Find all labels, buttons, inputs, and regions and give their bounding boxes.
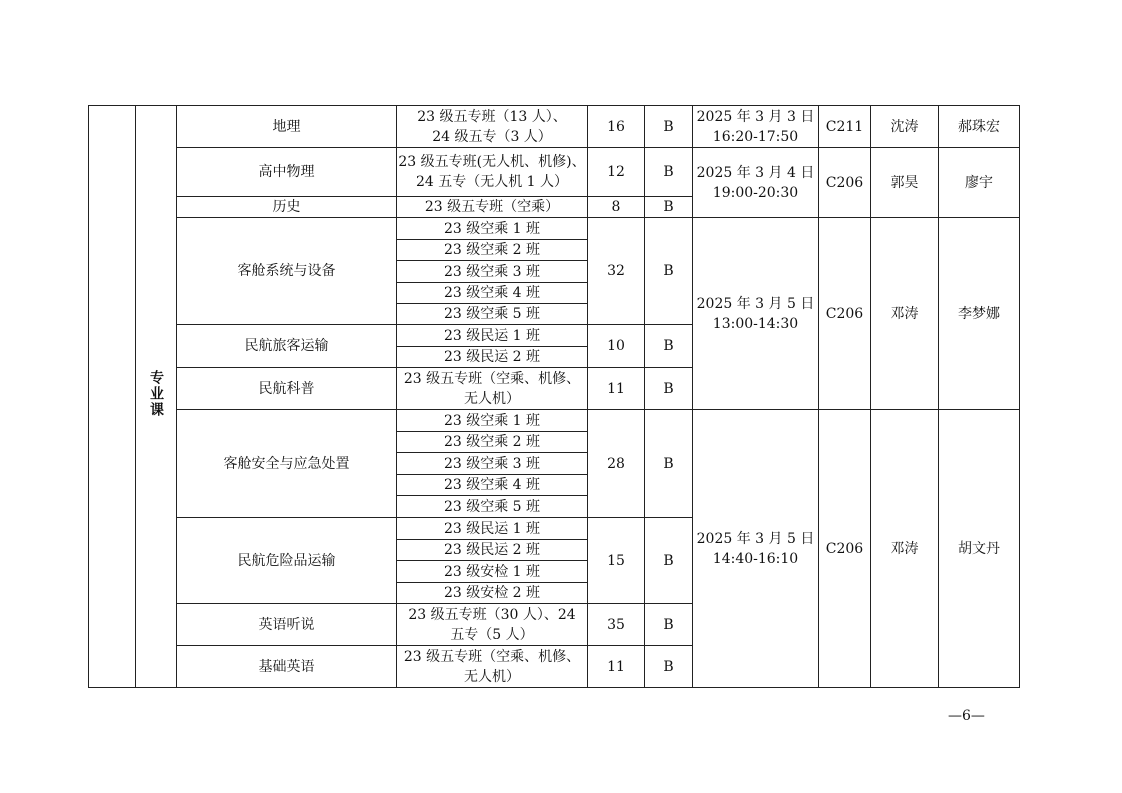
invigilator-cell: 沈涛 bbox=[871, 106, 939, 148]
student-count-cell: 12 bbox=[588, 148, 645, 197]
class-cell bbox=[397, 475, 588, 496]
course-name-cell: 客舱安全与应急处置 bbox=[177, 410, 397, 518]
student-count-cell: 32 bbox=[588, 218, 645, 325]
class-cell-line: 23 级空乘 3 班 bbox=[443, 263, 541, 280]
class-cell bbox=[397, 540, 588, 561]
table-row bbox=[89, 148, 1020, 197]
class-cell-line: 23 级五专班（13 人）、 bbox=[417, 108, 567, 125]
class-cell-line: 23 级五专班（30 人）、24 bbox=[408, 606, 576, 623]
table-row bbox=[89, 410, 1020, 432]
class-cell bbox=[397, 604, 588, 646]
class-cell-line: 23 级空乘 3 班 bbox=[443, 455, 541, 472]
class-cell-line: 23 级民运 2 班 bbox=[443, 349, 541, 365]
class-cell bbox=[397, 325, 588, 347]
room-cell: C206 bbox=[819, 410, 871, 688]
class-cell-line: 无人机） bbox=[464, 390, 520, 407]
grade-cell: B bbox=[645, 410, 693, 518]
invigilator-cell: 李梦娜 bbox=[939, 218, 1020, 410]
course-name-cell: 地理 bbox=[177, 106, 397, 148]
exam-schedule-table bbox=[88, 105, 1020, 688]
class-cell bbox=[397, 283, 588, 304]
class-cell bbox=[397, 410, 588, 432]
grade-cell: B bbox=[645, 197, 693, 218]
exam-time-cell bbox=[693, 410, 819, 688]
table-row bbox=[89, 218, 1020, 240]
class-cell bbox=[397, 218, 588, 240]
grade-cell: B bbox=[645, 218, 693, 325]
student-count-cell: 16 bbox=[588, 106, 645, 148]
exam-time-cell bbox=[693, 218, 819, 410]
class-cell-line: 23 级空乘 2 班 bbox=[443, 434, 541, 450]
grade-cell: B bbox=[645, 148, 693, 197]
invigilator-cell: 郝珠宏 bbox=[939, 106, 1020, 148]
class-cell-line: 23 级民运 1 班 bbox=[443, 520, 541, 537]
exam-time-cell bbox=[693, 106, 819, 148]
class-cell-line: 23 级安检 1 班 bbox=[443, 563, 541, 580]
exam-time-cell-line: 16:20-17:50 bbox=[712, 128, 799, 145]
class-cell-line: 23 级空乘 4 班 bbox=[443, 477, 541, 493]
exam-time-cell-line: 2025 年 3 月 3 日 bbox=[696, 108, 815, 125]
room-cell: C211 bbox=[819, 106, 871, 148]
student-count-cell: 35 bbox=[588, 604, 645, 646]
grade-cell: B bbox=[645, 604, 693, 646]
blank-column-cell bbox=[89, 106, 136, 688]
student-count-cell: 15 bbox=[588, 518, 645, 604]
exam-time-cell-line: 14:40-16:10 bbox=[712, 550, 799, 567]
class-cell-line: 23 级五专班（空乘、机修、 bbox=[403, 648, 581, 665]
class-cell bbox=[397, 148, 588, 197]
category-cell bbox=[136, 106, 177, 688]
course-name-cell: 高中物理 bbox=[177, 148, 397, 197]
grade-cell: B bbox=[645, 646, 693, 688]
room-cell: C206 bbox=[819, 218, 871, 410]
room-cell: C206 bbox=[819, 148, 871, 218]
course-name-cell: 基础英语 bbox=[177, 646, 397, 688]
course-name-cell: 英语听说 bbox=[177, 604, 397, 646]
category-label: 专业课 bbox=[148, 369, 164, 418]
class-cell-line: 无人机） bbox=[464, 668, 520, 685]
class-cell bbox=[397, 240, 588, 261]
page-number: —6— bbox=[948, 708, 985, 724]
invigilator-cell: 邓涛 bbox=[871, 218, 939, 410]
class-cell-line: 23 级空乘 1 班 bbox=[443, 220, 541, 237]
class-cell bbox=[397, 106, 588, 148]
invigilator-cell: 邓涛 bbox=[871, 410, 939, 688]
exam-time-cell-line: 2025 年 3 月 5 日 bbox=[696, 530, 815, 547]
class-cell-line: 23 级五专班（空乘） bbox=[424, 199, 560, 215]
exam-time-cell bbox=[693, 148, 819, 218]
class-cell-line: 23 级空乘 5 班 bbox=[443, 498, 541, 515]
class-cell-line: 23 级空乘 5 班 bbox=[443, 306, 541, 322]
class-cell bbox=[397, 561, 588, 583]
student-count-cell: 8 bbox=[588, 197, 645, 218]
class-cell-line: 23 级空乘 1 班 bbox=[443, 412, 541, 429]
table-row bbox=[89, 106, 1020, 148]
class-cell-line: 23 级民运 2 班 bbox=[443, 542, 541, 558]
exam-time-cell-line: 13:00-14:30 bbox=[712, 315, 799, 332]
class-cell-line: 五专（5 人） bbox=[450, 626, 534, 643]
invigilator-cell: 胡文丹 bbox=[939, 410, 1020, 688]
class-cell bbox=[397, 304, 588, 325]
class-cell-line: 23 级五专班（空乘、机修、 bbox=[403, 370, 581, 387]
class-cell-line: 24 五专（无人机 1 人） bbox=[415, 174, 569, 190]
student-count-cell: 11 bbox=[588, 368, 645, 410]
class-cell bbox=[397, 453, 588, 475]
student-count-cell: 11 bbox=[588, 646, 645, 688]
class-cell-line: 23 级空乘 4 班 bbox=[443, 285, 541, 301]
class-cell bbox=[397, 368, 588, 410]
class-cell bbox=[397, 347, 588, 368]
class-cell bbox=[397, 496, 588, 518]
course-name-cell: 历史 bbox=[177, 197, 397, 218]
grade-cell: B bbox=[645, 106, 693, 148]
student-count-cell: 10 bbox=[588, 325, 645, 368]
class-cell bbox=[397, 646, 588, 688]
course-name-cell: 客舱系统与设备 bbox=[177, 218, 397, 325]
course-name-cell: 民航科普 bbox=[177, 368, 397, 410]
grade-cell: B bbox=[645, 518, 693, 604]
invigilator-cell: 郭昊 bbox=[871, 148, 939, 218]
grade-cell: B bbox=[645, 368, 693, 410]
exam-time-cell-line: 2025 年 3 月 5 日 bbox=[696, 295, 815, 312]
student-count-cell: 28 bbox=[588, 410, 645, 518]
class-cell-line: 23 级空乘 2 班 bbox=[443, 242, 541, 258]
exam-time-cell-line: 2025 年 3 月 4 日 bbox=[696, 164, 815, 181]
class-cell-line: 23 级五专班(无人机、机修)、 bbox=[398, 154, 586, 170]
class-cell bbox=[397, 197, 588, 218]
class-cell bbox=[397, 518, 588, 540]
course-name-cell: 民航旅客运输 bbox=[177, 325, 397, 368]
exam-time-cell-line: 19:00-20:30 bbox=[712, 184, 799, 201]
class-cell bbox=[397, 583, 588, 604]
course-name-cell: 民航危险品运输 bbox=[177, 518, 397, 604]
class-cell-line: 23 级安检 2 班 bbox=[443, 585, 541, 601]
class-cell bbox=[397, 261, 588, 283]
invigilator-cell: 廖宇 bbox=[939, 148, 1020, 218]
grade-cell: B bbox=[645, 325, 693, 368]
class-cell-line: 24 级五专（3 人） bbox=[432, 128, 552, 145]
class-cell-line: 23 级民运 1 班 bbox=[443, 327, 541, 344]
class-cell bbox=[397, 432, 588, 453]
